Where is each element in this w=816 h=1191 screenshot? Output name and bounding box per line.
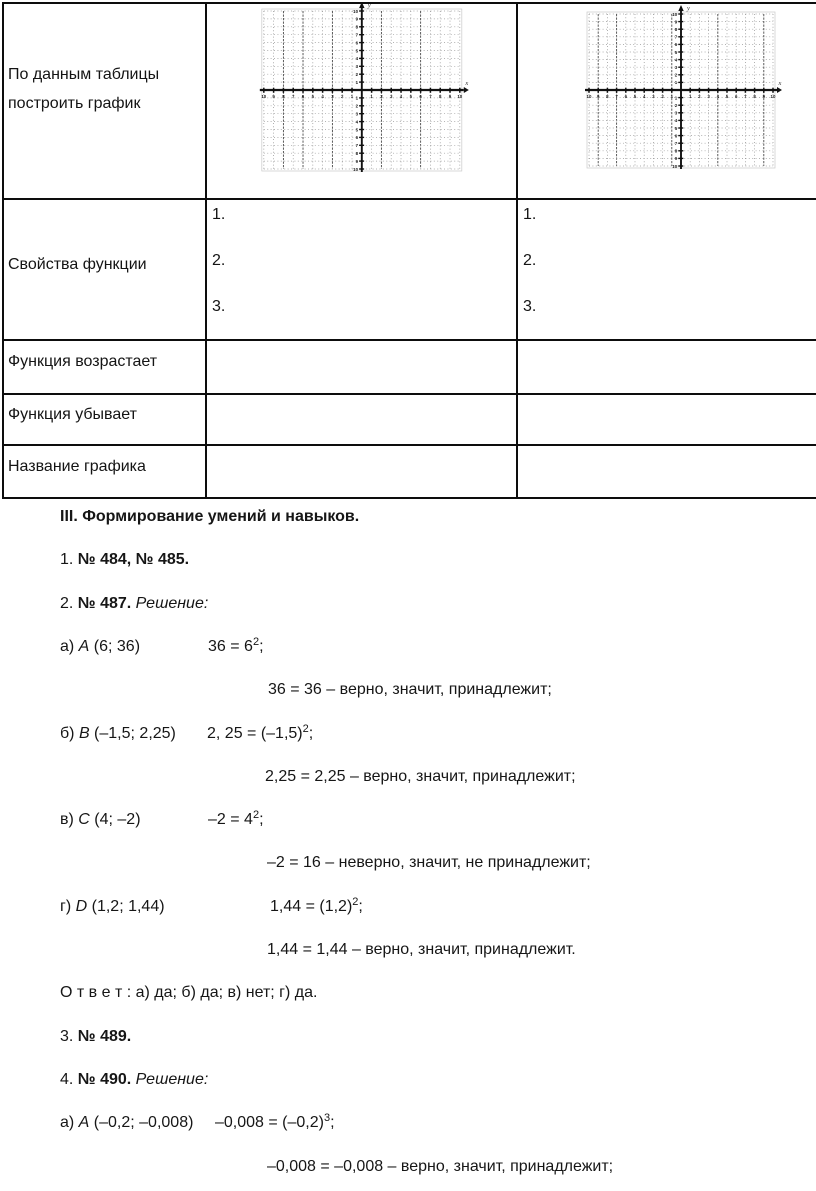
- text-line: [60, 508, 359, 526]
- svg-text:7: 7: [744, 94, 747, 99]
- svg-text:x: x: [465, 80, 469, 87]
- property-item-number: 2.: [523, 252, 537, 269]
- text-line: [60, 638, 140, 656]
- table-row4-label: Функция убывает: [8, 406, 137, 423]
- svg-text:6: 6: [355, 40, 359, 46]
- body-paragraph: [0, 895, 816, 922]
- table-border: [2, 444, 816, 446]
- text-run: 2, 25 = (–1,5): [207, 724, 303, 742]
- svg-text:8: 8: [355, 151, 359, 156]
- text-line: [208, 635, 264, 656]
- body-paragraph: [0, 1158, 816, 1182]
- text-run: а): [60, 1114, 79, 1132]
- svg-text:7: 7: [355, 32, 359, 38]
- text-run: 2: [352, 895, 359, 908]
- text-run: (4; –2): [89, 811, 141, 829]
- text-run: № 490.: [77, 1070, 136, 1088]
- body-paragraph: [0, 941, 816, 965]
- text-line: [265, 768, 576, 786]
- svg-text:5: 5: [409, 94, 413, 99]
- table-border: [2, 393, 816, 395]
- svg-text:3: 3: [652, 94, 655, 99]
- svg-text:x: x: [778, 80, 782, 87]
- table-border: [516, 2, 518, 499]
- text-run: –2 = 16 – неверно, значит, не принадлежит;: [267, 854, 591, 872]
- text-run: 1,44 = (1,2): [270, 897, 353, 915]
- text-run: B: [78, 724, 90, 742]
- text-line: [215, 1114, 335, 1132]
- text-run: О т в е т : а) да; б) да; в) нет; г) да.: [60, 984, 318, 1002]
- text-line: [60, 984, 317, 1002]
- text-run: D: [75, 897, 88, 915]
- text-run: A: [78, 637, 90, 655]
- text-run: Решение:: [135, 594, 209, 612]
- svg-text:3: 3: [355, 64, 359, 70]
- svg-text:3: 3: [674, 110, 678, 116]
- svg-text:2: 2: [698, 94, 701, 99]
- svg-text:6: 6: [674, 133, 678, 139]
- text-run: (–0,2; –0,008): [89, 1114, 194, 1132]
- property-item-number: 1.: [523, 206, 537, 223]
- body-paragraph: [0, 1028, 816, 1052]
- text-line: [268, 681, 552, 699]
- body-paragraph: [0, 854, 816, 878]
- table-border: [2, 2, 4, 499]
- svg-text:10: 10: [672, 163, 678, 169]
- svg-text:7: 7: [674, 34, 678, 40]
- svg-text:9: 9: [448, 94, 452, 99]
- svg-text:4: 4: [642, 94, 646, 99]
- svg-text:10: 10: [353, 8, 359, 14]
- text-line: [267, 854, 591, 872]
- coordinate-grid-2: [577, 5, 782, 172]
- text-run: 2: [252, 635, 260, 648]
- svg-text:1: 1: [355, 95, 359, 101]
- svg-text:3: 3: [355, 111, 359, 117]
- svg-text:7: 7: [355, 143, 359, 149]
- svg-text:4: 4: [674, 57, 678, 63]
- text-run: 1,44 = 1,44 – верно, значит, принадлежит.: [267, 941, 576, 958]
- text-line: [60, 551, 189, 569]
- body-paragraph: [0, 595, 816, 619]
- text-run: ;: [259, 811, 264, 829]
- svg-text:9: 9: [355, 158, 359, 164]
- svg-text:3: 3: [707, 94, 710, 99]
- svg-text:6: 6: [301, 94, 305, 99]
- body-paragraph: [0, 508, 816, 532]
- svg-text:y: y: [367, 2, 371, 9]
- body-paragraph: [0, 984, 816, 1008]
- text-run: (1,2; 1,44): [87, 897, 165, 915]
- text-run: (–1,5; 2,25): [89, 724, 176, 742]
- svg-text:9: 9: [762, 94, 766, 99]
- svg-text:9: 9: [272, 94, 275, 99]
- svg-text:2: 2: [661, 94, 664, 99]
- text-run: ;: [358, 897, 363, 915]
- svg-text:4: 4: [674, 118, 678, 124]
- coordinate-grid-1: [259, 2, 471, 175]
- svg-text:9: 9: [596, 94, 600, 99]
- text-run: а): [60, 637, 79, 655]
- table-row1-label: По данным таблицы построить график: [8, 66, 160, 112]
- table-border: [2, 198, 816, 200]
- body-paragraph: [0, 635, 816, 662]
- text-line: [60, 595, 208, 613]
- text-line: [60, 811, 141, 829]
- text-run: (6; 36): [89, 637, 141, 655]
- text-line: [267, 941, 576, 959]
- property-item-number: 3.: [212, 298, 226, 315]
- text-line: [60, 898, 165, 916]
- svg-text:2: 2: [674, 72, 678, 78]
- svg-text:5: 5: [633, 94, 637, 99]
- text-run: 3: [323, 1112, 331, 1125]
- text-run: III. Формирование умений и навыков.: [60, 508, 360, 525]
- svg-text:3: 3: [674, 65, 678, 70]
- svg-text:2: 2: [355, 103, 359, 109]
- svg-text:9: 9: [355, 16, 359, 22]
- table-border: [205, 2, 207, 499]
- text-run: № 489.: [77, 1027, 132, 1045]
- text-run: г): [60, 897, 76, 915]
- svg-text:4: 4: [321, 94, 324, 99]
- body-paragraph: [0, 722, 816, 749]
- text-run: 3.: [60, 1027, 78, 1045]
- property-item-number: 3.: [523, 298, 537, 315]
- text-line: [60, 1028, 131, 1046]
- svg-text:8: 8: [438, 94, 442, 99]
- svg-text:1: 1: [674, 95, 678, 101]
- svg-text:8: 8: [753, 94, 756, 99]
- svg-text:8: 8: [355, 24, 359, 30]
- text-line: [207, 722, 314, 743]
- svg-text:4: 4: [399, 94, 403, 99]
- svg-text:2: 2: [380, 94, 383, 99]
- svg-text:8: 8: [674, 148, 678, 154]
- svg-text:10: 10: [261, 94, 267, 99]
- svg-text:4: 4: [355, 56, 359, 62]
- text-run: в): [60, 811, 79, 829]
- text-run: –2 = 4: [208, 811, 253, 829]
- svg-text:5: 5: [674, 125, 678, 131]
- svg-text:1: 1: [355, 79, 359, 85]
- svg-text:y: y: [687, 5, 690, 12]
- svg-text:7: 7: [429, 94, 432, 99]
- body-paragraph: [0, 1071, 816, 1095]
- svg-text:10: 10: [586, 94, 592, 99]
- svg-text:7: 7: [674, 141, 678, 146]
- body-paragraph: [0, 681, 816, 705]
- text-line: [60, 1071, 208, 1089]
- svg-text:1: 1: [670, 94, 674, 99]
- text-line: [267, 1158, 613, 1176]
- svg-text:1: 1: [688, 94, 692, 99]
- text-run: № 484, № 485.: [77, 551, 190, 569]
- text-run: –0,008 = –0,008 – верно, значит, принадлежит;: [267, 1157, 614, 1175]
- body-paragraph: [0, 811, 816, 835]
- property-item-number: 1.: [212, 206, 226, 223]
- text-run: 4.: [60, 1070, 78, 1088]
- text-run: ;: [308, 724, 314, 742]
- table-row5-label: Название графика: [8, 458, 146, 475]
- svg-text:10: 10: [353, 166, 359, 172]
- table-border: [2, 497, 816, 499]
- body-paragraph: [0, 768, 816, 792]
- svg-text:10: 10: [672, 11, 678, 17]
- svg-text:2: 2: [355, 72, 359, 77]
- text-run: C: [78, 811, 90, 829]
- svg-text:9: 9: [674, 156, 678, 162]
- svg-text:3: 3: [331, 94, 334, 99]
- text-run: Решение:: [135, 1070, 209, 1088]
- text-run: 2,25 = 2,25 – верно, значит, принадлежит;: [265, 767, 576, 785]
- text-run: 36 = 36 – верно, значит, принадлежит;: [268, 681, 552, 699]
- text-run: 2.: [60, 594, 78, 612]
- svg-text:6: 6: [734, 94, 738, 99]
- svg-text:3: 3: [389, 94, 393, 99]
- body-paragraph: [0, 551, 816, 575]
- svg-text:6: 6: [624, 94, 628, 99]
- text-run: ;: [259, 637, 264, 655]
- text-line: [208, 811, 264, 829]
- svg-text:5: 5: [725, 94, 729, 99]
- svg-text:4: 4: [355, 119, 359, 125]
- svg-text:8: 8: [606, 94, 609, 99]
- text-run: № 487.: [77, 594, 136, 612]
- property-item-number: 2.: [212, 252, 226, 269]
- table-row2-label: Свойства функции: [8, 256, 147, 273]
- svg-text:5: 5: [674, 49, 678, 55]
- body-paragraph: [0, 1114, 816, 1138]
- svg-text:5: 5: [355, 48, 359, 54]
- svg-text:2: 2: [674, 103, 678, 108]
- table-row3-label: Функция возрастает: [8, 353, 158, 370]
- text-run: 36 = 6: [208, 637, 253, 655]
- text-run: 2: [302, 722, 309, 735]
- svg-text:1: 1: [674, 80, 678, 86]
- text-line: [60, 1114, 193, 1132]
- svg-text:2: 2: [340, 94, 344, 99]
- svg-text:1: 1: [350, 94, 354, 99]
- svg-text:7: 7: [615, 94, 618, 99]
- text-run: ;: [330, 1114, 335, 1132]
- text-run: A: [78, 1114, 90, 1132]
- svg-text:6: 6: [419, 94, 422, 99]
- svg-text:6: 6: [355, 135, 359, 141]
- text-run: 2: [252, 809, 260, 822]
- svg-text:6: 6: [674, 42, 678, 48]
- table-border: [2, 2, 816, 4]
- svg-text:10: 10: [770, 94, 776, 99]
- text-run: –0,008 = (–0,2): [215, 1114, 324, 1132]
- svg-text:8: 8: [674, 27, 678, 32]
- svg-text:7: 7: [291, 94, 295, 99]
- svg-text:4: 4: [716, 94, 720, 99]
- svg-text:10: 10: [457, 94, 463, 99]
- text-line: [270, 895, 363, 916]
- svg-text:5: 5: [355, 127, 359, 133]
- text-run: 1.: [60, 551, 78, 569]
- svg-text:9: 9: [674, 19, 678, 25]
- table-border: [2, 339, 816, 341]
- svg-text:5: 5: [311, 94, 315, 99]
- text-line: [60, 725, 176, 743]
- svg-text:1: 1: [370, 94, 373, 99]
- svg-text:8: 8: [282, 94, 285, 99]
- text-run: б): [60, 724, 79, 742]
